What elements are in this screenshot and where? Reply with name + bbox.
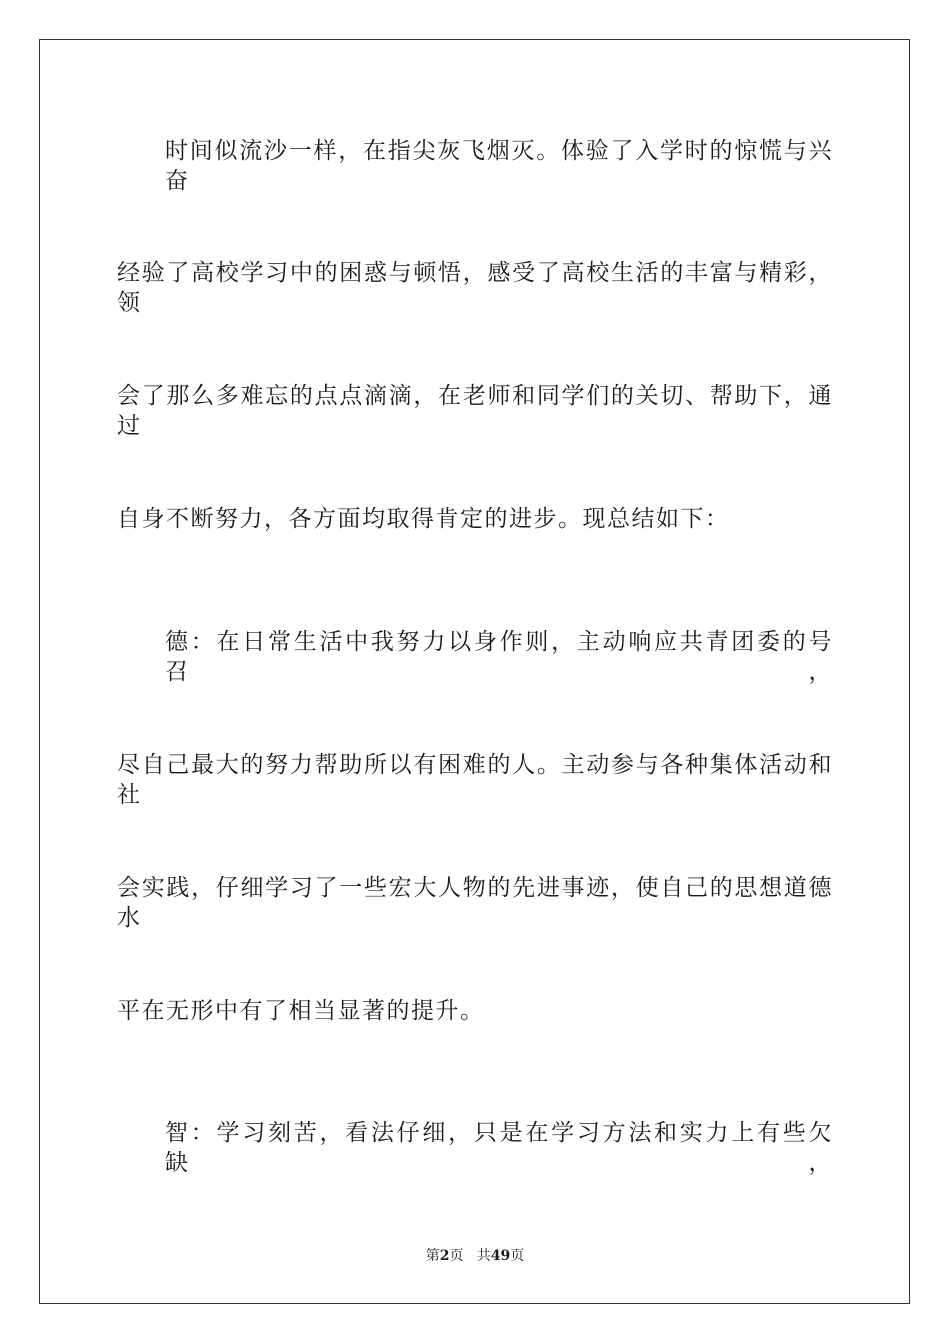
paragraph-line-2: 经验了高校学习中的困惑与顿悟，感受了高校生活的丰富与精彩，领 [117, 260, 833, 316]
footer-page-suffix: 页 [449, 1248, 464, 1264]
paragraph-line-3: 会了那么多难忘的点点滴滴，在老师和同学们的关切、帮助下，通过 [117, 383, 833, 439]
paragraph-line-8: 平在无形中有了相当显著的提升。 [117, 998, 485, 1024]
paragraph-line-1: 时间似流沙一样，在指尖灰飞烟灭。体验了入学时的惊慌与兴奋 [165, 138, 833, 194]
paragraph-line-4: 自身不断努力，各方面均取得肯定的进步。现总结如下： [117, 506, 730, 532]
footer-total-prefix: 共 [476, 1248, 491, 1264]
footer-total-suffix: 页 [510, 1248, 525, 1264]
paragraph-line-6: 尽自己最大的努力帮助所以有困难的人。主动参与各种集体活动和社 [117, 752, 833, 808]
page-footer [0, 1247, 950, 1265]
paragraph-line-9: 智：学习刻苦，看法仔细，只是在学习方法和实力上有些欠缺， [165, 1120, 833, 1176]
paragraph-line-7: 会实践，仔细学习了一些宏大人物的先进事迹，使自己的思想道德水 [117, 875, 833, 931]
footer-page-number: 2 [439, 1248, 450, 1264]
paragraph-line-5: 德：在日常生活中我努力以身作则，主动响应共青团委的号召， [165, 629, 833, 685]
footer-page-prefix: 第 [425, 1248, 440, 1264]
footer-total-pages: 49 [490, 1248, 511, 1264]
